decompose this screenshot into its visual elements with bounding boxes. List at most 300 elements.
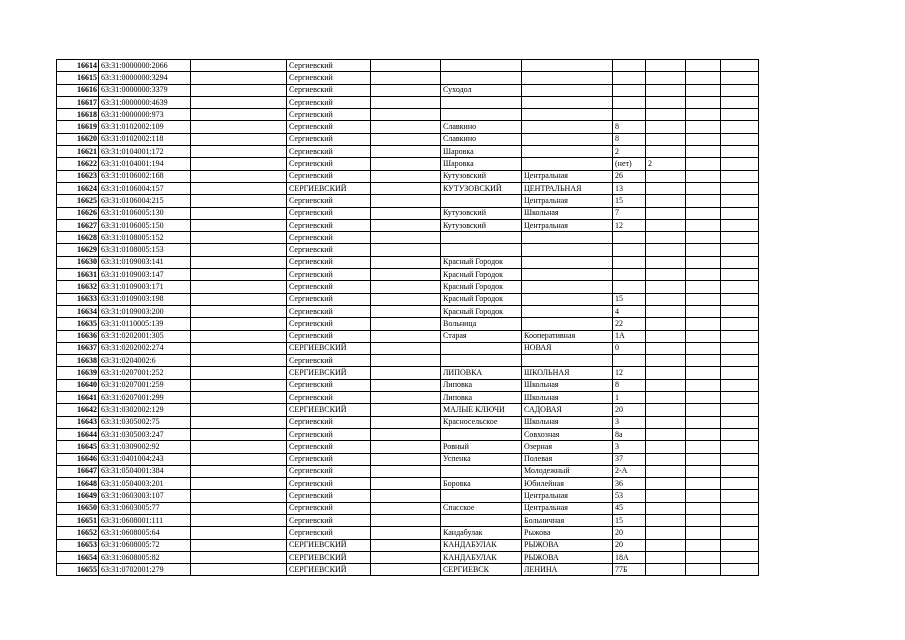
street-cell: Центральная <box>522 490 613 502</box>
house-number-cell: 4 <box>613 305 646 317</box>
settlement-cell <box>441 60 522 72</box>
building-cell <box>646 269 686 281</box>
municipality-cell <box>371 392 441 404</box>
street-cell <box>522 121 613 133</box>
blank-column-cell <box>191 146 287 158</box>
municipality-cell <box>371 490 441 502</box>
record-number-cell: 16650 <box>57 502 99 514</box>
building-cell <box>646 465 686 477</box>
building-cell <box>646 96 686 108</box>
extra-cell <box>721 392 759 404</box>
table-row <box>57 465 759 477</box>
table-row <box>57 367 759 379</box>
table-row <box>57 416 759 428</box>
district-cell: Сергиевский <box>287 96 371 108</box>
table-row <box>57 392 759 404</box>
street-cell: Полевая <box>522 453 613 465</box>
settlement-cell <box>441 232 522 244</box>
apartment-cell <box>686 527 721 539</box>
record-number-cell: 16628 <box>57 232 99 244</box>
street-cell <box>522 293 613 305</box>
extra-cell <box>721 367 759 379</box>
district-cell: Сергиевский <box>287 244 371 256</box>
street-cell <box>522 244 613 256</box>
cadastral-number-cell: 63:31:0401004:243 <box>99 453 191 465</box>
district-cell: Сергиевский <box>287 453 371 465</box>
record-number-cell: 16622 <box>57 158 99 170</box>
building-cell <box>646 342 686 354</box>
record-number-cell: 16641 <box>57 392 99 404</box>
district-cell: Сергиевский <box>287 305 371 317</box>
blank-column-cell <box>191 60 287 72</box>
street-cell: РЫЖОВА <box>522 539 613 551</box>
extra-cell <box>721 318 759 330</box>
street-cell: НОВАЯ <box>522 342 613 354</box>
cadastral-number-cell: 63:31:0608005:72 <box>99 539 191 551</box>
record-number-cell: 16632 <box>57 281 99 293</box>
apartment-cell <box>686 219 721 231</box>
house-number-cell: 36 <box>613 478 646 490</box>
district-cell: СЕРГИЕВСКИЙ <box>287 564 371 576</box>
settlement-cell: Кутузовский <box>441 207 522 219</box>
record-number-cell: 16643 <box>57 416 99 428</box>
apartment-cell <box>686 207 721 219</box>
extra-cell <box>721 244 759 256</box>
settlement-cell <box>441 514 522 526</box>
house-number-cell: 7 <box>613 207 646 219</box>
settlement-cell <box>441 490 522 502</box>
house-number-cell: 2-А <box>613 465 646 477</box>
district-cell: Сергиевский <box>287 84 371 96</box>
settlement-cell <box>441 244 522 256</box>
municipality-cell <box>371 195 441 207</box>
settlement-cell: Боровка <box>441 478 522 490</box>
building-cell <box>646 207 686 219</box>
cadastral-number-cell: 63:31:0302002:129 <box>99 404 191 416</box>
building-cell <box>646 219 686 231</box>
extra-cell <box>721 355 759 367</box>
table-row <box>57 146 759 158</box>
extra-cell <box>721 404 759 416</box>
settlement-cell: МАЛЫЕ КЛЮЧИ <box>441 404 522 416</box>
record-number-cell: 16624 <box>57 182 99 194</box>
street-cell <box>522 232 613 244</box>
building-cell <box>646 441 686 453</box>
cadastral-number-cell: 63:31:0000000:2066 <box>99 60 191 72</box>
municipality-cell <box>371 465 441 477</box>
house-number-cell: 12 <box>613 367 646 379</box>
district-cell: Сергиевский <box>287 502 371 514</box>
settlement-cell: Спасское <box>441 502 522 514</box>
record-number-cell: 16621 <box>57 146 99 158</box>
municipality-cell <box>371 379 441 391</box>
blank-column-cell <box>191 330 287 342</box>
street-cell: ЦЕНТРАЛЬНАЯ <box>522 182 613 194</box>
house-number-cell: 15 <box>613 195 646 207</box>
house-number-cell <box>613 109 646 121</box>
blank-column-cell <box>191 453 287 465</box>
building-cell <box>646 244 686 256</box>
street-cell <box>522 146 613 158</box>
house-number-cell <box>613 84 646 96</box>
apartment-cell <box>686 170 721 182</box>
house-number-cell: 0 <box>613 342 646 354</box>
settlement-cell: Кутузовский <box>441 219 522 231</box>
apartment-cell <box>686 379 721 391</box>
table-row <box>57 195 759 207</box>
blank-column-cell <box>191 355 287 367</box>
blank-column-cell <box>191 490 287 502</box>
table-row <box>57 330 759 342</box>
street-cell: РЫЖОВА <box>522 551 613 563</box>
cadastral-number-cell: 63:31:0207001:259 <box>99 379 191 391</box>
district-cell: Сергиевский <box>287 195 371 207</box>
table-row <box>57 342 759 354</box>
extra-cell <box>721 514 759 526</box>
cadastral-number-cell: 63:31:0106005:150 <box>99 219 191 231</box>
record-number-cell: 16633 <box>57 293 99 305</box>
table-row <box>57 182 759 194</box>
building-cell <box>646 195 686 207</box>
building-cell <box>646 84 686 96</box>
cadastral-number-cell: 63:31:0000000:4639 <box>99 96 191 108</box>
settlement-cell <box>441 342 522 354</box>
record-number-cell: 16634 <box>57 305 99 317</box>
record-number-cell: 16630 <box>57 256 99 268</box>
apartment-cell <box>686 465 721 477</box>
table-row <box>57 60 759 72</box>
municipality-cell <box>371 281 441 293</box>
house-number-cell: 2 <box>613 146 646 158</box>
record-number-cell: 16639 <box>57 367 99 379</box>
district-cell: СЕРГИЕВСКИЙ <box>287 551 371 563</box>
district-cell: СЕРГИЕВСКИЙ <box>287 367 371 379</box>
extra-cell <box>721 182 759 194</box>
apartment-cell <box>686 146 721 158</box>
house-number-cell <box>613 232 646 244</box>
settlement-cell <box>441 465 522 477</box>
blank-column-cell <box>191 539 287 551</box>
blank-column-cell <box>191 133 287 145</box>
record-number-cell: 16620 <box>57 133 99 145</box>
apartment-cell <box>686 428 721 440</box>
cadastral-number-cell: 63:31:0109003:171 <box>99 281 191 293</box>
municipality-cell <box>371 256 441 268</box>
settlement-cell: Липовка <box>441 392 522 404</box>
settlement-cell: Старая <box>441 330 522 342</box>
apartment-cell <box>686 490 721 502</box>
blank-column-cell <box>191 84 287 96</box>
house-number-cell: 8а <box>613 428 646 440</box>
municipality-cell <box>371 355 441 367</box>
table-row <box>57 453 759 465</box>
settlement-cell: Кандабулак <box>441 527 522 539</box>
apartment-cell <box>686 281 721 293</box>
cadastral-number-cell: 63:31:0109003:147 <box>99 269 191 281</box>
settlement-cell: Красный Городок <box>441 281 522 293</box>
street-cell: ЛЕНИНА <box>522 564 613 576</box>
apartment-cell <box>686 133 721 145</box>
building-cell <box>646 146 686 158</box>
apartment-cell <box>686 392 721 404</box>
apartment-cell <box>686 367 721 379</box>
district-cell: СЕРГИЕВСКИЙ <box>287 182 371 194</box>
blank-column-cell <box>191 514 287 526</box>
municipality-cell <box>371 170 441 182</box>
record-number-cell: 16625 <box>57 195 99 207</box>
apartment-cell <box>686 293 721 305</box>
blank-column-cell <box>191 367 287 379</box>
house-number-cell: 3 <box>613 416 646 428</box>
extra-cell <box>721 232 759 244</box>
building-cell <box>646 539 686 551</box>
house-number-cell: 22 <box>613 318 646 330</box>
district-cell: Сергиевский <box>287 293 371 305</box>
house-number-cell: 77Б <box>613 564 646 576</box>
table-row <box>57 293 759 305</box>
settlement-cell: Вольница <box>441 318 522 330</box>
building-cell <box>646 121 686 133</box>
extra-cell <box>721 490 759 502</box>
extra-cell <box>721 170 759 182</box>
house-number-cell: 13 <box>613 182 646 194</box>
street-cell: Рыжова <box>522 527 613 539</box>
cadastral-number-cell: 63:31:0106004:157 <box>99 182 191 194</box>
district-cell: Сергиевский <box>287 170 371 182</box>
municipality-cell <box>371 441 441 453</box>
cadastral-number-cell: 63:31:0207001:252 <box>99 367 191 379</box>
street-cell <box>522 96 613 108</box>
settlement-cell: Красносельское <box>441 416 522 428</box>
house-number-cell: 53 <box>613 490 646 502</box>
registry-table-body <box>57 60 759 576</box>
blank-column-cell <box>191 158 287 170</box>
cadastral-number-cell: 63:31:0305003:247 <box>99 428 191 440</box>
cadastral-number-cell: 63:31:0106004:215 <box>99 195 191 207</box>
building-cell <box>646 490 686 502</box>
record-number-cell: 16637 <box>57 342 99 354</box>
settlement-cell: Шаровка <box>441 158 522 170</box>
blank-column-cell <box>191 379 287 391</box>
settlement-cell: Славкино <box>441 133 522 145</box>
table-row <box>57 428 759 440</box>
municipality-cell <box>371 121 441 133</box>
extra-cell <box>721 72 759 84</box>
district-cell: Сергиевский <box>287 514 371 526</box>
blank-column-cell <box>191 219 287 231</box>
blank-column-cell <box>191 441 287 453</box>
record-number-cell: 16644 <box>57 428 99 440</box>
table-row <box>57 96 759 108</box>
extra-cell <box>721 269 759 281</box>
extra-cell <box>721 256 759 268</box>
street-cell: Школьная <box>522 392 613 404</box>
district-cell: Сергиевский <box>287 416 371 428</box>
extra-cell <box>721 502 759 514</box>
settlement-cell: ЛИПОВКА <box>441 367 522 379</box>
settlement-cell: КАНДАБУЛАК <box>441 551 522 563</box>
municipality-cell <box>371 96 441 108</box>
blank-column-cell <box>191 96 287 108</box>
blank-column-cell <box>191 232 287 244</box>
district-cell: Сергиевский <box>287 428 371 440</box>
building-cell <box>646 232 686 244</box>
cadastral-number-cell: 63:31:0608005:64 <box>99 527 191 539</box>
table-row <box>57 170 759 182</box>
record-number-cell: 16627 <box>57 219 99 231</box>
cadastral-number-cell: 63:31:0108005:152 <box>99 232 191 244</box>
street-cell: Озерная <box>522 441 613 453</box>
table-row <box>57 564 759 576</box>
street-cell <box>522 133 613 145</box>
extra-cell <box>721 293 759 305</box>
street-cell <box>522 269 613 281</box>
table-row <box>57 219 759 231</box>
building-cell <box>646 514 686 526</box>
apartment-cell <box>686 342 721 354</box>
blank-column-cell <box>191 465 287 477</box>
apartment-cell <box>686 256 721 268</box>
extra-cell <box>721 207 759 219</box>
extra-cell <box>721 84 759 96</box>
cadastral-number-cell: 63:31:0603005:77 <box>99 502 191 514</box>
apartment-cell <box>686 305 721 317</box>
municipality-cell <box>371 514 441 526</box>
settlement-cell: Липовка <box>441 379 522 391</box>
settlement-cell <box>441 96 522 108</box>
table-row <box>57 269 759 281</box>
cadastral-number-cell: 63:31:0608001:111 <box>99 514 191 526</box>
street-cell: Кооперативная <box>522 330 613 342</box>
apartment-cell <box>686 195 721 207</box>
house-number-cell: 8 <box>613 379 646 391</box>
municipality-cell <box>371 428 441 440</box>
building-cell <box>646 564 686 576</box>
cadastral-number-cell: 63:31:0109003:200 <box>99 305 191 317</box>
house-number-cell: 20 <box>613 539 646 551</box>
building-cell <box>646 355 686 367</box>
cadastral-number-cell: 63:31:0504001:384 <box>99 465 191 477</box>
apartment-cell <box>686 478 721 490</box>
settlement-cell: Красный Городок <box>441 256 522 268</box>
street-cell: Центральная <box>522 195 613 207</box>
street-cell <box>522 84 613 96</box>
municipality-cell <box>371 527 441 539</box>
municipality-cell <box>371 416 441 428</box>
municipality-cell <box>371 182 441 194</box>
apartment-cell <box>686 182 721 194</box>
table-row <box>57 158 759 170</box>
municipality-cell <box>371 219 441 231</box>
blank-column-cell <box>191 244 287 256</box>
municipality-cell <box>371 342 441 354</box>
house-number-cell: 8 <box>613 133 646 145</box>
municipality-cell <box>371 404 441 416</box>
blank-column-cell <box>191 502 287 514</box>
table-row <box>57 244 759 256</box>
street-cell: Совхозная <box>522 428 613 440</box>
house-number-cell: (нет) <box>613 158 646 170</box>
street-cell: Молодежный <box>522 465 613 477</box>
blank-column-cell <box>191 478 287 490</box>
table-row <box>57 478 759 490</box>
table-row <box>57 404 759 416</box>
district-cell: Сергиевский <box>287 379 371 391</box>
record-number-cell: 16616 <box>57 84 99 96</box>
apartment-cell <box>686 514 721 526</box>
house-number-cell: 8 <box>613 121 646 133</box>
municipality-cell <box>371 539 441 551</box>
settlement-cell: СЕРГИЕВСК <box>441 564 522 576</box>
house-number-cell: 12 <box>613 219 646 231</box>
street-cell: Центральная <box>522 170 613 182</box>
apartment-cell <box>686 502 721 514</box>
table-row <box>57 72 759 84</box>
district-cell: Сергиевский <box>287 330 371 342</box>
apartment-cell <box>686 416 721 428</box>
extra-cell <box>721 379 759 391</box>
municipality-cell <box>371 158 441 170</box>
blank-column-cell <box>191 293 287 305</box>
settlement-cell <box>441 195 522 207</box>
cadastral-number-cell: 63:31:0702001:279 <box>99 564 191 576</box>
building-cell <box>646 453 686 465</box>
cadastral-number-cell: 63:31:0504003:201 <box>99 478 191 490</box>
apartment-cell <box>686 72 721 84</box>
record-number-cell: 16638 <box>57 355 99 367</box>
cadastral-number-cell: 63:31:0109003:141 <box>99 256 191 268</box>
extra-cell <box>721 441 759 453</box>
district-cell: Сергиевский <box>287 281 371 293</box>
municipality-cell <box>371 60 441 72</box>
apartment-cell <box>686 318 721 330</box>
table-row <box>57 133 759 145</box>
house-number-cell: 1 <box>613 392 646 404</box>
record-number-cell: 16653 <box>57 539 99 551</box>
table-row <box>57 121 759 133</box>
cadastral-number-cell: 63:31:0305002:75 <box>99 416 191 428</box>
building-cell <box>646 133 686 145</box>
building-cell <box>646 182 686 194</box>
cadastral-number-cell: 63:31:0106005:130 <box>99 207 191 219</box>
building-cell <box>646 502 686 514</box>
district-cell: Сергиевский <box>287 490 371 502</box>
municipality-cell <box>371 564 441 576</box>
apartment-cell <box>686 109 721 121</box>
building-cell <box>646 478 686 490</box>
extra-cell <box>721 121 759 133</box>
street-cell: Школьная <box>522 207 613 219</box>
building-cell <box>646 293 686 305</box>
record-number-cell: 16614 <box>57 60 99 72</box>
blank-column-cell <box>191 551 287 563</box>
blank-column-cell <box>191 207 287 219</box>
building-cell <box>646 281 686 293</box>
district-cell: Сергиевский <box>287 355 371 367</box>
building-cell <box>646 404 686 416</box>
table-row <box>57 379 759 391</box>
district-cell: Сергиевский <box>287 219 371 231</box>
house-number-cell: 45 <box>613 502 646 514</box>
record-number-cell: 16617 <box>57 96 99 108</box>
table-row <box>57 539 759 551</box>
municipality-cell <box>371 330 441 342</box>
municipality-cell <box>371 269 441 281</box>
settlement-cell <box>441 428 522 440</box>
record-number-cell: 16652 <box>57 527 99 539</box>
house-number-cell: 20 <box>613 527 646 539</box>
settlement-cell: Красный Городок <box>441 293 522 305</box>
